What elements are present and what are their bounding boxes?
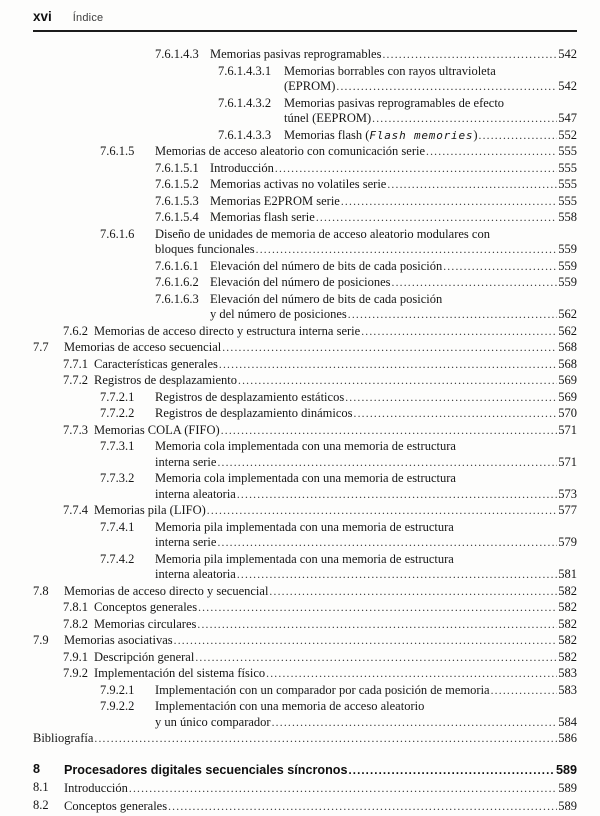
- entry-title: interna aleatoria: [155, 486, 236, 501]
- entry-title: Memorias borrables con rayos ultravioleta: [284, 63, 496, 78]
- entry-title: Registros de desplazamiento: [94, 373, 238, 387]
- entry-title: Conceptos generales: [94, 600, 198, 614]
- dot-leader: [221, 423, 558, 440]
- entry-number: 7.6.1.5: [100, 144, 135, 158]
- page-number: 586: [558, 731, 577, 745]
- entry-line: [210, 210, 577, 227]
- entry-line: [94, 617, 577, 634]
- entry-number: 7.6.1.4.3.2: [218, 95, 272, 110]
- entry-line: [284, 111, 577, 128]
- entry-number: 7.9: [33, 633, 49, 647]
- page-number: 568: [558, 356, 577, 371]
- dot-leader: [491, 683, 558, 700]
- entry-line: [64, 340, 577, 357]
- page-number: 555: [558, 177, 577, 191]
- entry-title: Memorias flash (Flash memories): [284, 127, 478, 142]
- entry-title: y del número de posiciones: [210, 307, 347, 321]
- entry-title: interna aleatoria: [155, 567, 236, 581]
- page-number: 569: [558, 373, 577, 387]
- entry-title: Registros de desplazamiento dinámicos: [155, 406, 353, 420]
- page-number: 559: [558, 275, 577, 289]
- toc-entry: [33, 259, 577, 276]
- dot-leader: [382, 47, 557, 64]
- entry-title: Memoria cola implementada con una memoria de estructura: [155, 471, 456, 485]
- entry-line: [155, 715, 577, 732]
- toc-entry: [33, 128, 577, 145]
- entry-title: Conceptos generales: [64, 798, 168, 813]
- toc-entry: [33, 406, 577, 423]
- page-number: 582: [558, 600, 577, 614]
- page-number: 584: [558, 714, 577, 729]
- entry-line: [284, 96, 577, 112]
- entry-title: Implementación con un comparador por cada posición de memoria: [155, 682, 490, 697]
- entry-line: [64, 780, 577, 798]
- toc-entry: [33, 210, 577, 227]
- entry-number: 7.8: [33, 583, 49, 598]
- entry-title: bloques funcionales: [155, 242, 255, 256]
- entry-line: [155, 227, 577, 243]
- toc-entry: [33, 275, 577, 292]
- entry-number: 7.9.2.1: [100, 682, 135, 697]
- entry-title: Bibliografía: [33, 731, 94, 745]
- page-number: 577: [558, 503, 577, 517]
- dot-leader: [387, 177, 557, 194]
- entry-title: Memorias de acceso secuencial: [64, 340, 222, 354]
- entry-line: [94, 503, 577, 520]
- toc-entry: [33, 503, 577, 520]
- entry-line: [210, 275, 577, 292]
- dot-leader: [129, 780, 557, 798]
- entry-line: [155, 699, 577, 715]
- toc-entry: [33, 600, 577, 617]
- toc-entry: [33, 227, 577, 259]
- entry-title: Memorias pila (LIFO): [94, 503, 206, 517]
- entry-title: Memorias flash serie: [210, 210, 315, 224]
- toc-entry: [33, 666, 577, 683]
- page-number: 562: [558, 323, 577, 338]
- dot-leader: [256, 242, 558, 259]
- entry-title: Memorias pasivas reprogramables: [210, 47, 382, 61]
- toc-entry: [33, 292, 577, 324]
- entry-number: 7.7.1: [63, 356, 88, 371]
- entry-title: Introducción: [210, 160, 274, 175]
- dot-leader: [219, 357, 557, 374]
- entry-number: 7.6.1.5.2: [155, 177, 199, 191]
- entry-number: 7.7.3: [63, 422, 88, 437]
- entry-title: Elevación del número de posiciones: [210, 275, 391, 289]
- entry-title: Memorias pasivas reprogramables de efecto: [284, 95, 505, 110]
- entry-title: Memoria pila implementada con una memoria de estructura: [155, 551, 454, 566]
- entry-title: Descripción general: [94, 649, 195, 664]
- page-number: 583: [558, 666, 577, 680]
- entry-number: 7.6.1.6.2: [155, 275, 199, 289]
- page-number: 555: [558, 160, 577, 175]
- page-number: 552: [558, 127, 577, 142]
- entry-title: Memorias de acceso directo y secuencial: [64, 583, 269, 598]
- entry-number: 7.9.2: [63, 666, 88, 680]
- entry-title: Características generales: [94, 356, 218, 371]
- page-number: 571: [558, 454, 577, 469]
- entry-title: Memorias asociativas: [64, 633, 173, 647]
- toc-entry: [33, 699, 577, 731]
- toc-entry: [33, 471, 577, 503]
- entry-title: Diseño de unidades de memoria de acceso aleatorio modulares con: [155, 226, 490, 241]
- dot-leader: [195, 650, 557, 667]
- page-number: 570: [558, 406, 577, 420]
- entry-line: [155, 390, 577, 407]
- dot-leader: [272, 715, 558, 732]
- entry-line: [94, 666, 577, 683]
- entry-number: 7.6.1.5.4: [155, 210, 199, 224]
- toc-entry: [33, 633, 577, 650]
- dot-leader: [341, 194, 557, 211]
- toc-entry: [33, 617, 577, 634]
- entry-number: 7.7.2.1: [100, 389, 135, 404]
- entry-number: 7.6.1.4.3: [155, 47, 199, 61]
- entry-number: 8: [33, 761, 41, 776]
- entry-number: 7.7.3.1: [100, 439, 135, 453]
- page-number: 542: [558, 47, 577, 61]
- entry-title: Memorias activas no volatiles serie: [210, 177, 387, 191]
- entry-line: [155, 455, 577, 472]
- page-number: 559: [558, 258, 577, 273]
- entry-line: [155, 535, 577, 552]
- toc-entry: [33, 520, 577, 552]
- entry-line: [155, 567, 577, 584]
- page-number: 559: [558, 242, 577, 256]
- entry-title: interna serie: [155, 535, 217, 549]
- toc-entry: [33, 47, 577, 64]
- entry-title: Registros de desplazamiento estáticos: [155, 389, 345, 404]
- entry-line: [284, 128, 577, 145]
- toc-entry: [33, 357, 577, 374]
- dot-leader: [94, 731, 557, 748]
- entry-line: [94, 357, 577, 374]
- page-number: 555: [558, 144, 577, 158]
- dot-leader: [197, 617, 557, 634]
- dot-leader: [316, 210, 557, 227]
- entry-number: 7.8.1: [63, 600, 88, 614]
- entry-title: Memorias de acceso aleatorio con comunicación serie: [155, 144, 426, 158]
- dot-leader: [275, 161, 557, 178]
- entry-title: Memorias circulares: [94, 616, 197, 631]
- toc-entry: [33, 324, 577, 341]
- page-number: 582: [558, 583, 577, 598]
- entry-title: Implementación con una memoria de acceso aleatorio: [155, 699, 425, 713]
- toc-entry: [33, 731, 577, 748]
- entry-line: [155, 487, 577, 504]
- entry-line: [94, 373, 577, 390]
- entry-number: 7.6.1.4.3.3: [218, 127, 272, 142]
- entry-title-monospace: Flash memories: [369, 128, 474, 142]
- page-number: 555: [558, 193, 577, 208]
- entry-title: Memorias de acceso directo y estructura interna serie: [94, 323, 361, 338]
- entry-line: [155, 144, 577, 161]
- entry-line: [155, 406, 577, 423]
- page-number: 582: [558, 649, 577, 664]
- entry-title: Elevación del número de bits de cada posición: [210, 291, 443, 306]
- entry-line: [284, 79, 577, 96]
- entry-number: 7.6.1.5.1: [155, 160, 199, 175]
- page-number: 558: [558, 210, 577, 224]
- toc-entry: [33, 798, 577, 816]
- entry-line: [155, 439, 577, 455]
- entry-line: [210, 307, 577, 324]
- entry-title: y un único comparador: [155, 714, 271, 729]
- running-head: [33, 0, 577, 32]
- entry-title: interna serie: [155, 454, 217, 469]
- entry-line: [210, 47, 577, 64]
- page-number: 589: [558, 780, 577, 795]
- entry-number: 7.7.4: [63, 503, 88, 517]
- toc-entry: [33, 390, 577, 407]
- page-number: 579: [558, 535, 577, 549]
- toc-entry: [33, 64, 577, 96]
- page-number: 569: [558, 389, 577, 404]
- entry-line: [94, 324, 577, 341]
- entry-line: [64, 633, 577, 650]
- dot-leader: [426, 144, 557, 161]
- dot-leader: [372, 111, 557, 128]
- entry-title: Memorias E2PROM serie: [210, 193, 340, 208]
- dot-leader: [443, 259, 557, 276]
- header-title: Índice: [72, 12, 104, 24]
- entry-number: 7.9.2.2: [100, 699, 135, 713]
- dot-leader: [198, 600, 557, 617]
- entry-number: 7.7.3.2: [100, 471, 135, 485]
- entry-line: [210, 292, 577, 308]
- entry-line: [155, 242, 577, 259]
- entry-title: túnel (EEPROM): [284, 111, 372, 125]
- entry-number: 8.1: [33, 779, 49, 794]
- toc-entry: [33, 650, 577, 667]
- entry-line: [155, 471, 577, 487]
- dot-leader: [479, 128, 558, 145]
- entry-number: 7.8.2: [63, 616, 88, 631]
- entry-line: [155, 683, 577, 700]
- toc-entry: [33, 552, 577, 584]
- toc-entry: [33, 161, 577, 178]
- entry-title: Memorias COLA (FIFO): [94, 422, 220, 437]
- entry-number: 7.7: [33, 340, 49, 354]
- dot-leader: [348, 307, 557, 324]
- entry-number: 7.7.2.2: [100, 406, 135, 420]
- page-number: 547: [558, 111, 577, 125]
- entry-line: [210, 161, 577, 178]
- entry-number: 8.2: [33, 797, 49, 812]
- page-number: 571: [558, 422, 577, 437]
- entry-title: (EPROM): [284, 79, 336, 93]
- page-number: 573: [558, 486, 577, 501]
- dot-leader: [217, 455, 557, 472]
- dot-leader: [349, 762, 555, 780]
- dot-leader: [217, 535, 557, 552]
- entry-title: Memoria cola implementada con una memoria de estructura: [155, 439, 456, 453]
- toc-entry: [33, 373, 577, 390]
- page-number: 589: [558, 798, 577, 813]
- page-number: 582: [558, 633, 577, 647]
- entry-line: [155, 520, 577, 536]
- entry-title: Implementación del sistema físico: [94, 666, 266, 680]
- dot-leader: [354, 406, 558, 423]
- entry-title: Memoria pila implementada con una memoria de estructura: [155, 519, 454, 534]
- entry-number: 7.6.1.6.1: [155, 258, 199, 273]
- toc-entry: [33, 762, 577, 780]
- dot-leader: [392, 275, 558, 292]
- dot-leader: [174, 633, 558, 650]
- entry-number: 7.6.1.6.3: [155, 291, 199, 306]
- entry-line: [155, 552, 577, 568]
- entry-line: [64, 584, 577, 601]
- entry-number: 7.7.4.1: [100, 519, 135, 534]
- dot-leader: [336, 79, 557, 96]
- dot-leader: [222, 340, 557, 357]
- entry-line: [210, 259, 577, 276]
- entry-title: Introducción: [64, 780, 128, 795]
- entry-line: [94, 423, 577, 440]
- dot-leader: [168, 798, 557, 816]
- page-folio: xvi: [33, 9, 52, 24]
- entry-number: 7.9.1: [63, 649, 88, 664]
- entry-number: 7.6.1.6: [100, 226, 135, 241]
- page-number: 581: [558, 567, 577, 581]
- dot-leader: [266, 666, 557, 683]
- page-number: 583: [558, 682, 577, 697]
- page-number: 568: [558, 340, 577, 354]
- page-number: 542: [558, 79, 577, 93]
- dot-leader: [345, 390, 557, 407]
- entry-title: Procesadores digitales secuenciales síncronos: [64, 762, 348, 777]
- toc-entry: [33, 177, 577, 194]
- entry-line: [210, 177, 577, 194]
- entry-line: [33, 731, 577, 748]
- toc-entry: [33, 683, 577, 700]
- toc-entry: [33, 584, 577, 601]
- entry-number: 7.6.1.4.3.1: [218, 63, 272, 78]
- dot-leader: [207, 503, 557, 520]
- toc-entry: [33, 340, 577, 357]
- toc-entry: [33, 423, 577, 440]
- table-of-contents: [33, 47, 577, 816]
- entry-number: 7.7.2: [63, 373, 88, 387]
- entry-line: [210, 194, 577, 211]
- toc-entry: [33, 194, 577, 211]
- entry-line: [284, 64, 577, 80]
- page-number: 562: [558, 307, 577, 321]
- dot-leader: [237, 567, 557, 584]
- entry-number: 7.6.2: [63, 323, 88, 338]
- toc-entry: [33, 439, 577, 471]
- dot-leader: [238, 373, 557, 390]
- entry-line: [64, 798, 577, 816]
- page-number: 589: [555, 762, 577, 777]
- toc-entry: [33, 96, 577, 128]
- entry-number: 7.7.4.2: [100, 551, 135, 566]
- entry-line: [64, 762, 577, 780]
- entry-line: [94, 650, 577, 667]
- toc-entry: [33, 144, 577, 161]
- dot-leader: [269, 584, 557, 601]
- entry-line: [94, 600, 577, 617]
- page-number: 582: [558, 616, 577, 631]
- toc-entry: [33, 780, 577, 798]
- entry-number: 7.6.1.5.3: [155, 193, 199, 208]
- dot-leader: [361, 324, 557, 341]
- entry-title: Elevación del número de bits de cada posición: [210, 258, 443, 273]
- dot-leader: [237, 487, 557, 504]
